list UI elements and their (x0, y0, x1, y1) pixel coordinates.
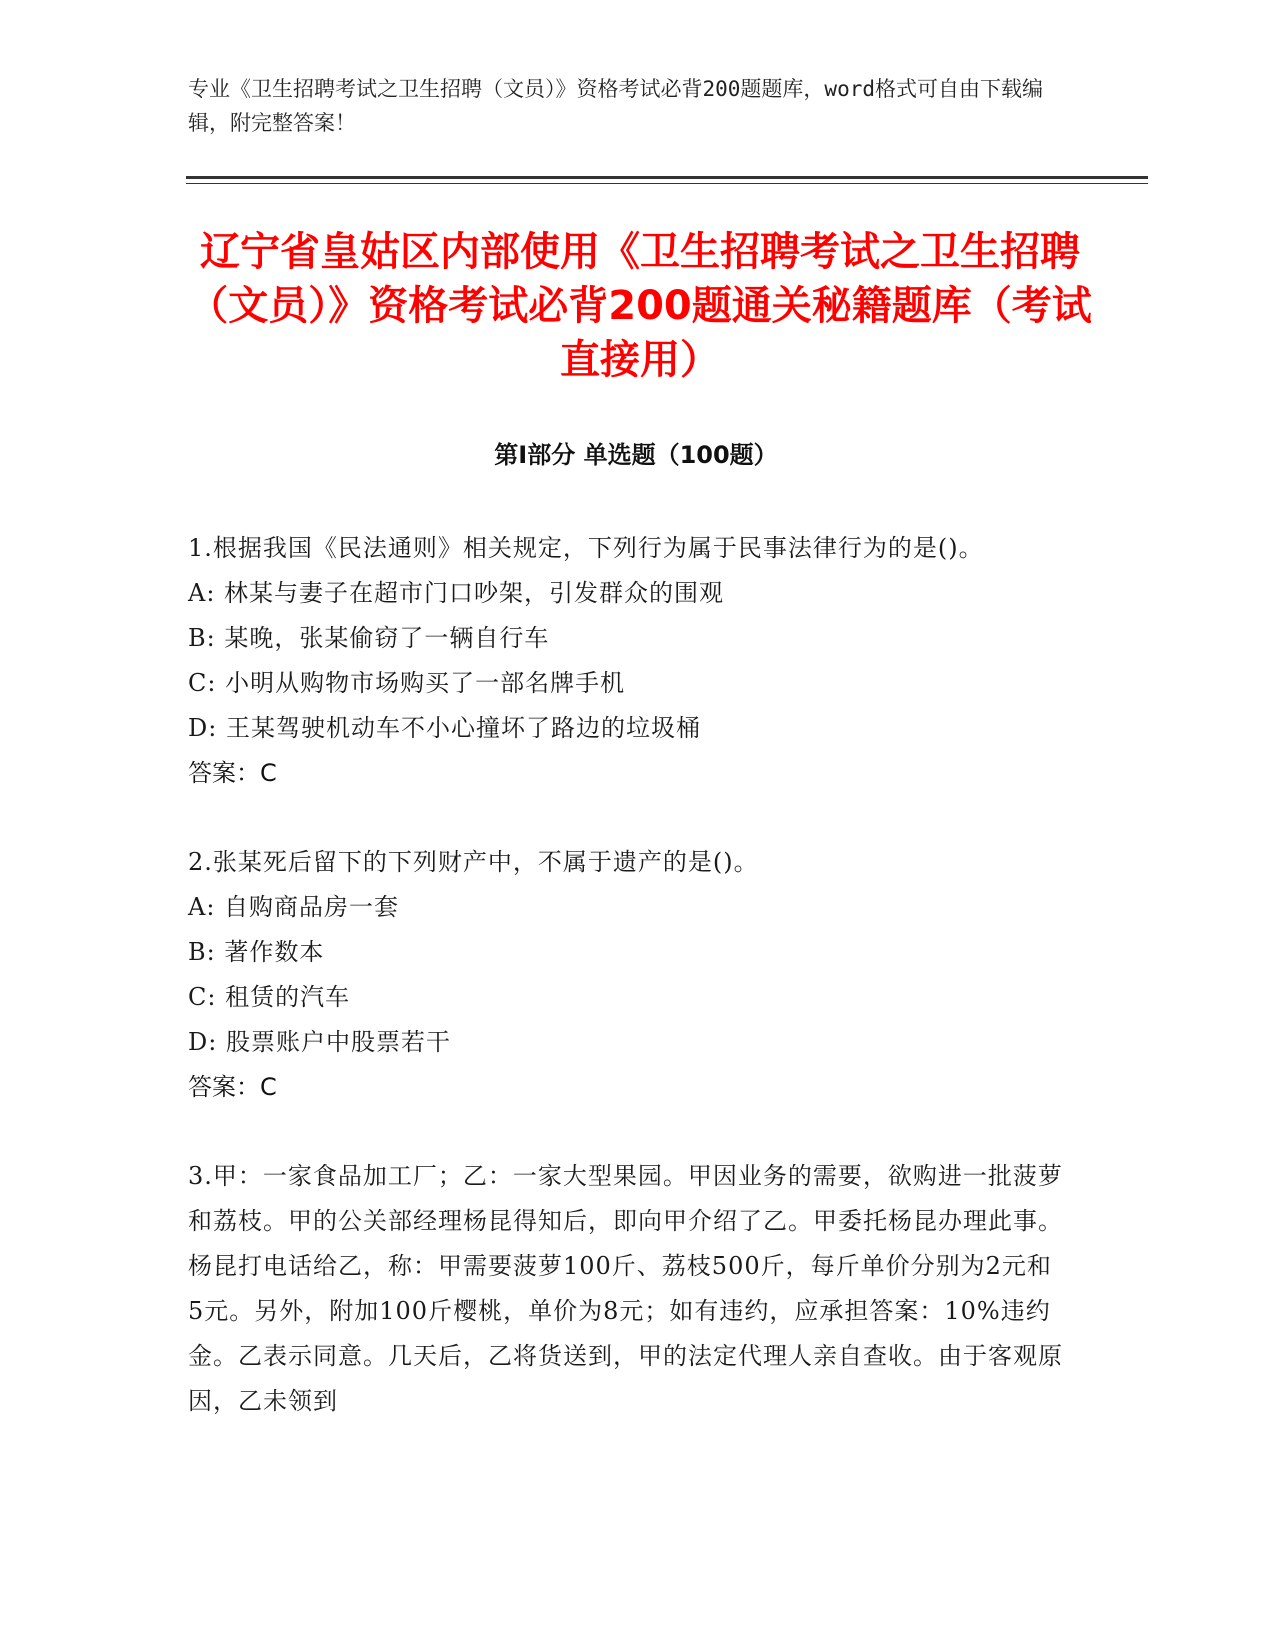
section-heading: 第Ⅰ部分 单选题（100题） (494, 441, 778, 469)
question-1 (188, 526, 1068, 796)
document-title: 辽宁省皇姑区内部使用《卫生招聘考试之卫生招聘（文员）》资格考试必背200题通关秘籍题库（考试直接用） (188, 229, 1092, 383)
option-c: C: 租赁的汽车 (188, 983, 351, 1011)
question-3 (188, 1154, 1068, 1424)
header-divider-thin (186, 183, 1148, 184)
option-b: B: 著作数本 (188, 938, 325, 966)
question-stem: 3.甲：一家食品加工厂；乙：一家大型果园。甲因业务的需要，欲购进一批菠萝和荔枝。甲的公关部经理杨昆得知后，即向甲介绍了乙。甲委托杨昆办理此事。杨昆打电话给乙，称：甲需要菠萝100斤、荔枝500斤，每斤单价分别为2元和5元。另外，附加100斤樱桃，单价为8元；如有违约，应承担答案：10%违约金。乙表示同意。几天后，乙将货送到，甲的法定代理人亲自查收。由于客观原因，乙未领到 (188, 1162, 1063, 1415)
question-list (188, 526, 1068, 1468)
header-divider-thick (186, 176, 1148, 179)
option-a: A: 自购商品房一套 (188, 893, 400, 921)
option-b: B: 某晚，张某偷窃了一辆自行车 (188, 624, 550, 652)
option-a: A: 林某与妻子在超市门口吵架，引发群众的围观 (188, 579, 725, 607)
option-c: C: 小明从购物市场购买了一部名牌手机 (188, 669, 626, 697)
question-2 (188, 840, 1068, 1110)
answer-line: 答案：C (188, 1073, 277, 1101)
question-stem: 2.张某死后留下的下列财产中，不属于遗产的是()。 (188, 848, 759, 876)
option-d: D: 王某驾驶机动车不小心撞坏了路边的垃圾桶 (188, 714, 701, 742)
option-d: D: 股票账户中股票若干 (188, 1028, 451, 1056)
question-stem: 1.根据我国《民法通则》相关规定，下列行为属于民事法律行为的是()。 (188, 534, 984, 562)
answer-line: 答案：C (188, 759, 277, 787)
header-note: 专业《卫生招聘考试之卫生招聘（文员）》资格考试必背200题题库，word格式可自由下载编辑，附完整答案！ (188, 77, 1043, 135)
